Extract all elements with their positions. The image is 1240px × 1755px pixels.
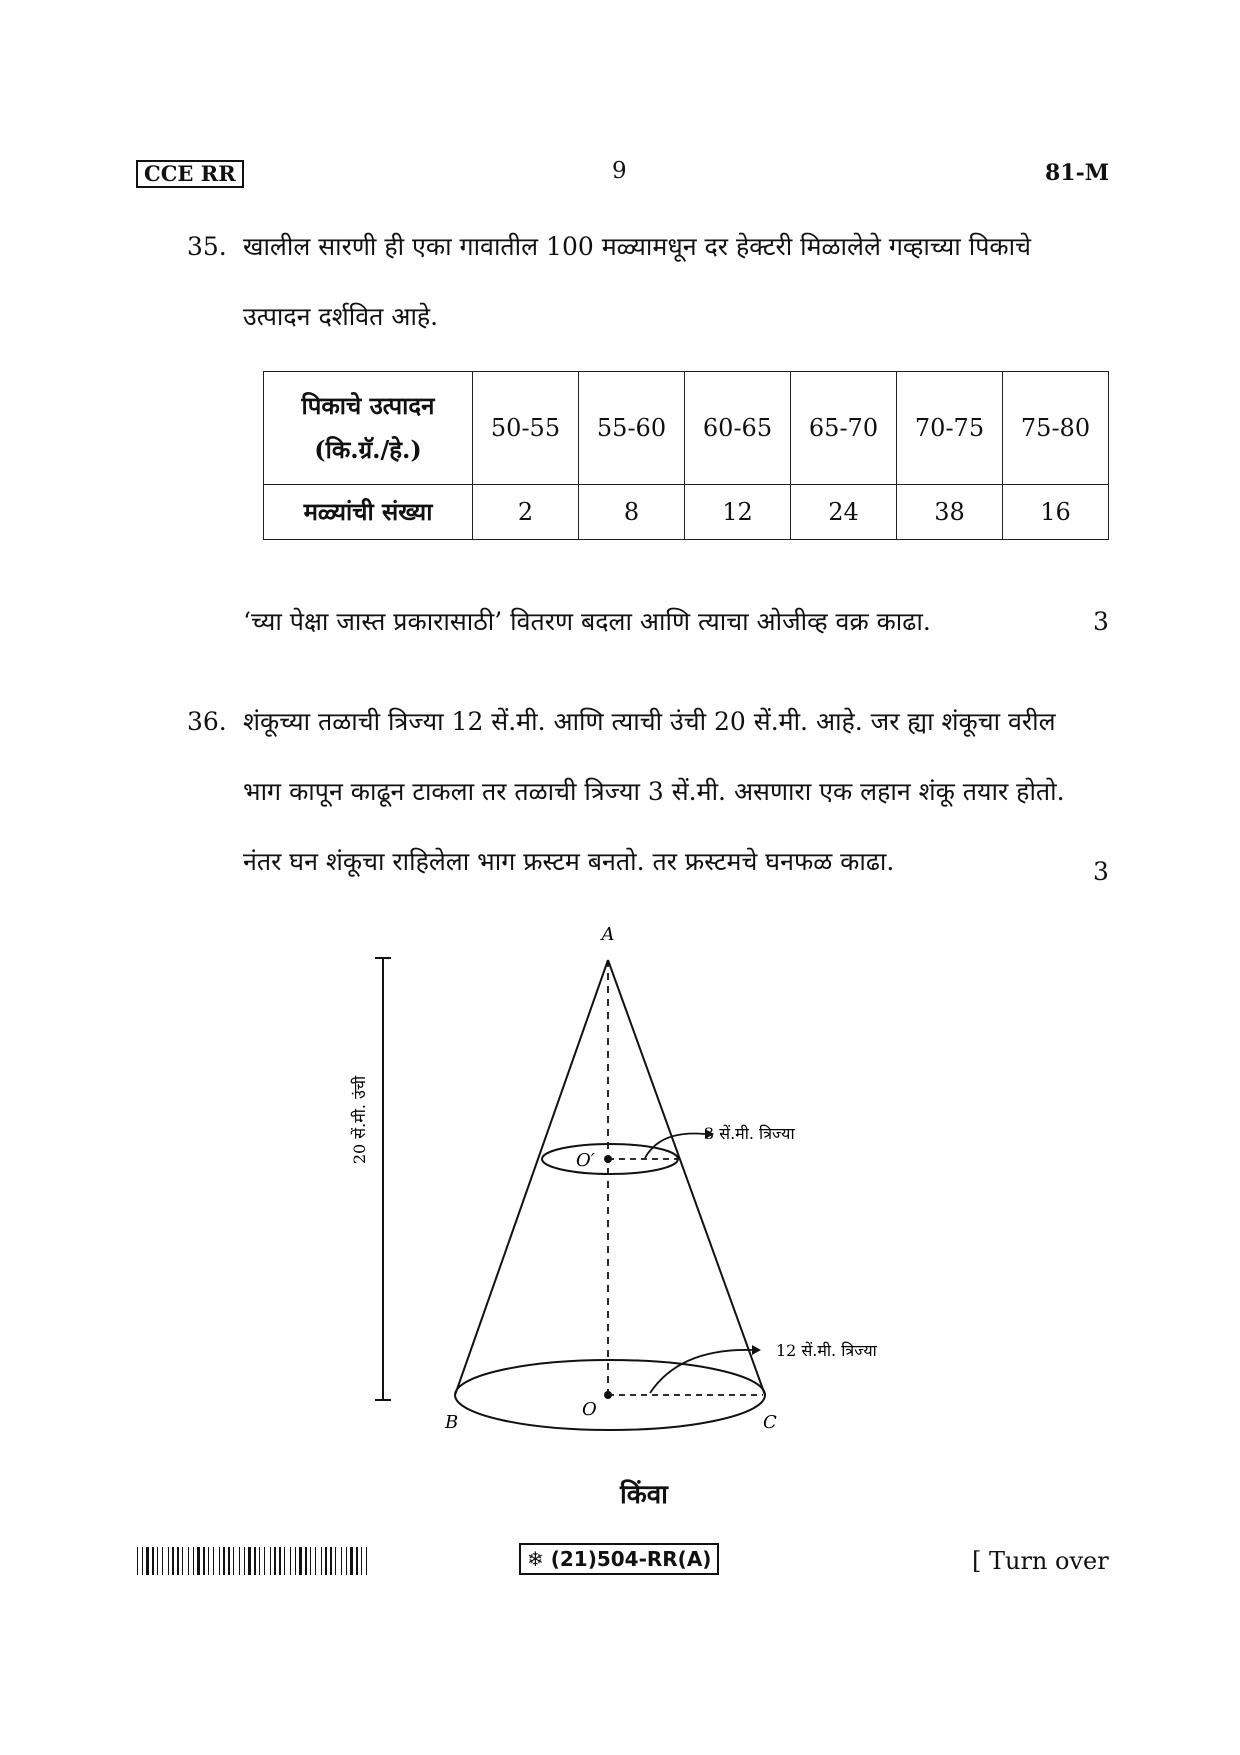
base-radius-label: 12 सें.मी. त्रिज्या [776,1341,877,1360]
question-35-number: 35. [187,232,227,261]
paper-code: 81-M [1045,160,1110,186]
exam-code-box: CCE RR [136,160,244,188]
frequency-cell: 8 [579,485,685,540]
footer-paper-code: ❄ (21)504-RR(A) [519,1543,719,1575]
class-interval: 75-80 [1003,372,1109,485]
cone-frustum-figure [0,900,1240,1440]
question-35-text [243,212,1109,352]
center-label-o: O [582,1399,597,1420]
class-interval: 50-55 [473,372,579,485]
yield-header-line-1: पिकाचे उत्पादन [301,391,435,420]
question-36-marks: 3 [1093,857,1109,886]
vertex-label-c: C [763,1412,777,1433]
table-row-frequency [264,485,1109,540]
question-35-marks: 3 [1093,607,1109,636]
center-point-o-prime [604,1155,612,1163]
distribution-table [263,371,1109,540]
vertex-label-a: A [601,924,615,945]
question-35-line-1: खालील सारणी ही एका गावातील 100 मळ्यामधून दर हेक्टरी मिळालेले गव्हाच्या पिकाचे [243,232,1031,261]
class-interval: 70-75 [897,372,1003,485]
height-label: 20 सें.मी. उंची [350,1075,369,1165]
cone-right-slant [608,960,765,1395]
question-35-instruction: ‘च्या पेक्षा जास्त प्रकारासाठी’ वितरण बदला आणि त्याचा ओजीव्ह वक्र काढा. [243,607,931,636]
table-row-header-yield [264,372,473,485]
question-36-number: 36. [187,707,227,736]
base-radius-arrow [650,1350,752,1393]
class-interval: 65-70 [791,372,897,485]
table-row-yield [264,372,1109,485]
class-interval: 60-65 [685,372,791,485]
vertex-label-b: B [445,1412,459,1433]
frequency-cell: 24 [791,485,897,540]
table-row-header-frequency: मळ्यांची संख्या [264,485,473,540]
frequency-cell: 38 [897,485,1003,540]
small-radius-label: 3 सें.मी. त्रिज्या [704,1124,795,1143]
class-interval: 55-60 [579,372,685,485]
yield-header-line-2: (कि.ग्रॅ./हे.) [314,435,422,464]
turn-over-label: [ Turn over [972,1547,1109,1575]
question-36-text [243,687,1109,897]
barcode [137,1547,369,1575]
page-number: 9 [612,158,627,184]
frequency-cell: 12 [685,485,791,540]
center-point-o [604,1391,612,1399]
question-36-line-1: शंकूच्या तळाची त्रिज्या 12 सें.मी. आणि त्याची उंची 20 सें.मी. आहे. जर ह्या शंकूचा वरील [243,707,1056,736]
or-label: किंवा [620,1480,668,1510]
question-35-line-2: उत्पादन दर्शवित आहे. [243,302,439,331]
frequency-cell: 2 [473,485,579,540]
question-36-line-3: नंतर घन शंकूचा राहिलेला भाग फ्रस्टम बनतो. तर फ्रस्टमचे घनफळ काढा. [243,847,895,876]
frequency-cell: 16 [1003,485,1109,540]
question-36-line-2: भाग कापून काढून टाकला तर तळाची त्रिज्या 3 सें.मी. असणारा एक लहान शंकू तयार होतो. [243,777,1065,806]
center-label-o-prime: O′ [576,1150,595,1171]
base-radius-arrowhead [752,1345,761,1355]
cone-left-slant [455,960,608,1395]
